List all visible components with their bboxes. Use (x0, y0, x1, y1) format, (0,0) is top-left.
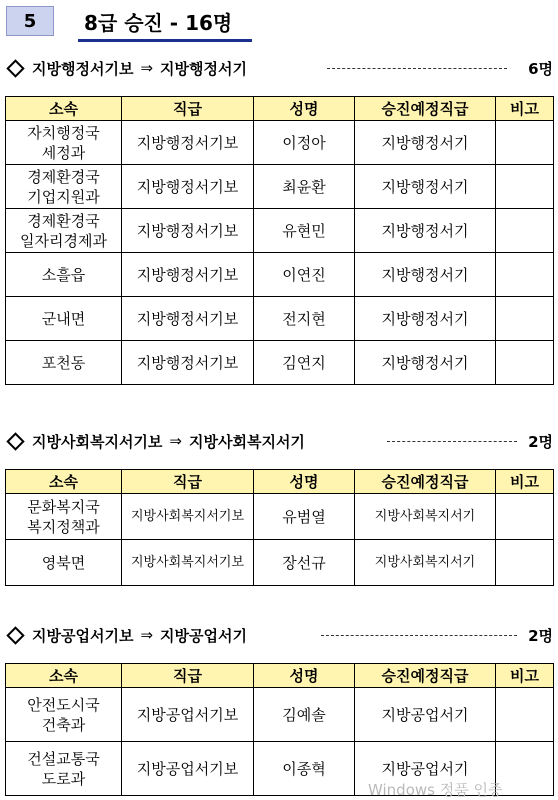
cell-affiliation: 안전도시국 건축과 (6, 688, 122, 742)
cell-remarks (496, 121, 554, 165)
from-rank: 지방공업서기보 (32, 626, 134, 645)
header-rank: 직급 (122, 664, 254, 688)
cell-remarks (496, 165, 554, 209)
cell-rank: 지방행정서기보 (122, 297, 254, 341)
cell-rank: 지방공업서기보 (122, 742, 254, 796)
table-row (6, 121, 554, 165)
section-header (6, 6, 251, 36)
table-row (6, 297, 554, 341)
group-heading (5, 624, 553, 646)
to-rank: 지방사회복지서기 (189, 432, 305, 451)
cell-planned-rank: 지방공업서기 (355, 742, 496, 796)
table-row (6, 209, 554, 253)
cell-rank: 지방행정서기보 (122, 209, 254, 253)
table-row (6, 165, 554, 209)
dashed-leader (321, 635, 517, 636)
cell-affiliation: 자치행정국 세정과 (6, 121, 122, 165)
cell-rank: 지방행정서기보 (122, 121, 254, 165)
cell-name: 이종혁 (254, 742, 355, 796)
cell-affiliation: 영북면 (6, 540, 122, 586)
header-name: 성명 (254, 664, 355, 688)
table-header-row (6, 97, 554, 121)
table-row (6, 253, 554, 297)
cell-planned-rank: 지방행정서기 (355, 121, 496, 165)
cell-name: 이정아 (254, 121, 355, 165)
cell-name: 김연지 (254, 341, 355, 385)
title-underline (78, 39, 252, 42)
cell-remarks (496, 253, 554, 297)
cell-affiliation: 군내면 (6, 297, 122, 341)
cell-affiliation: 건설교통국 도로과 (6, 742, 122, 796)
from-rank: 지방사회복지서기보 (32, 432, 163, 451)
cell-remarks (496, 209, 554, 253)
diamond-icon (6, 59, 24, 77)
cell-planned-rank: 지방행정서기 (355, 297, 496, 341)
header-planned-rank: 승진예정직급 (355, 664, 496, 688)
group-count: 6명 (528, 59, 553, 78)
cell-affiliation: 포천동 (6, 341, 122, 385)
group-count: 2명 (528, 432, 553, 451)
cell-affiliation: 문화복지국 복지정책과 (6, 494, 122, 540)
header-rank: 직급 (122, 97, 254, 121)
from-rank: 지방행정서기보 (32, 59, 134, 78)
promotion-table (5, 96, 554, 385)
cell-affiliation: 소흘읍 (6, 253, 122, 297)
diamond-icon (6, 626, 24, 644)
arrow-icon: ⇒ (169, 432, 182, 450)
cell-affiliation: 경제환경국 기업지원과 (6, 165, 122, 209)
header-affiliation: 소속 (6, 97, 122, 121)
table-header-row (6, 470, 554, 494)
cell-planned-rank: 지방행정서기 (355, 165, 496, 209)
section-title: 8급 승진 - 16명 (84, 10, 233, 35)
promotion-table (5, 469, 554, 586)
table-row (6, 540, 554, 586)
header-planned-rank: 승진예정직급 (355, 97, 496, 121)
cell-remarks (496, 341, 554, 385)
cell-name: 최윤환 (254, 165, 355, 209)
cell-rank: 지방행정서기보 (122, 341, 254, 385)
diamond-icon (6, 432, 24, 450)
activation-watermark: Windows 정품 인증 (368, 781, 503, 799)
header-affiliation: 소속 (6, 470, 122, 494)
header-affiliation: 소속 (6, 664, 122, 688)
cell-planned-rank: 지방공업서기 (355, 688, 496, 742)
group-heading (5, 57, 553, 79)
header-remarks: 비고 (496, 97, 554, 121)
table-row (6, 341, 554, 385)
header-name: 성명 (254, 97, 355, 121)
arrow-icon: ⇒ (140, 59, 154, 77)
cell-rank: 지방공업서기보 (122, 688, 254, 742)
cell-affiliation: 경제환경국 일자리경제과 (6, 209, 122, 253)
cell-planned-rank: 지방사회복지서기 (355, 494, 496, 540)
table-header-row (6, 664, 554, 688)
cell-name: 전지현 (254, 297, 355, 341)
cell-remarks (496, 688, 554, 742)
cell-name: 유범열 (254, 494, 355, 540)
header-planned-rank: 승진예정직급 (355, 470, 496, 494)
cell-planned-rank: 지방사회복지서기 (355, 540, 496, 586)
cell-planned-rank: 지방행정서기 (355, 253, 496, 297)
cell-remarks (496, 742, 554, 796)
cell-remarks (496, 297, 554, 341)
cell-rank: 지방행정서기보 (122, 165, 254, 209)
cell-name: 장선규 (254, 540, 355, 586)
header-remarks: 비고 (496, 664, 554, 688)
cell-planned-rank: 지방행정서기 (355, 209, 496, 253)
arrow-icon: ⇒ (140, 626, 154, 644)
cell-name: 유현민 (254, 209, 355, 253)
section-number: 5 (6, 6, 54, 36)
group-heading (5, 430, 553, 452)
cell-planned-rank: 지방행정서기 (355, 341, 496, 385)
cell-rank: 지방행정서기보 (122, 253, 254, 297)
table-row (6, 494, 554, 540)
cell-remarks (496, 494, 554, 540)
cell-remarks (496, 540, 554, 586)
header-name: 성명 (254, 470, 355, 494)
cell-rank: 지방사회복지서기보 (122, 540, 254, 586)
promotion-group-3 (5, 624, 553, 788)
promotion-group-2 (5, 430, 553, 572)
dashed-leader (327, 68, 507, 69)
cell-name: 김예솔 (254, 688, 355, 742)
cell-rank: 지방사회복지서기보 (122, 494, 254, 540)
header-remarks: 비고 (496, 470, 554, 494)
group-count: 2명 (528, 626, 553, 645)
to-rank: 지방행정서기 (160, 59, 247, 78)
dashed-leader (387, 441, 517, 442)
table-row (6, 688, 554, 742)
to-rank: 지방공업서기 (160, 626, 247, 645)
cell-name: 이연진 (254, 253, 355, 297)
promotion-table (5, 663, 554, 796)
promotion-group-1 (5, 57, 553, 372)
header-rank: 직급 (122, 470, 254, 494)
